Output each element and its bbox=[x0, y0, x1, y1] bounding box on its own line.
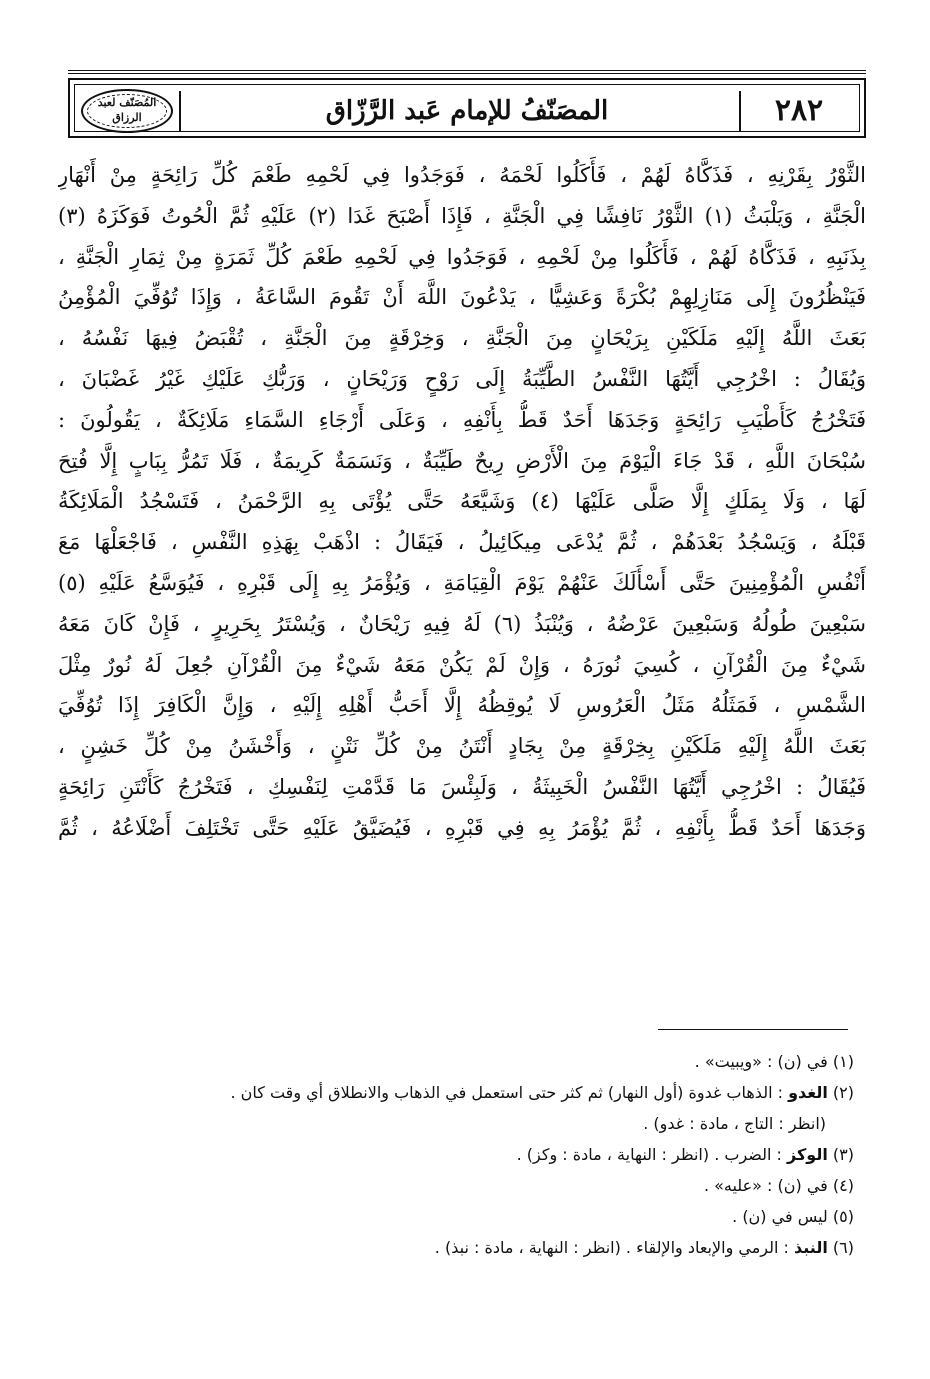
header-divider-right bbox=[739, 91, 741, 131]
book-emblem bbox=[81, 89, 173, 133]
text-line: الثَّوْرُ بِقَرْنِهِ ، فَذَكَّاهُ لَهُمْ ، فَأَكَلُوا لَحْمَهُ ، فَوَجَدُوا فِي لَحْمِهِ طَعْمَ كُلِّ رَائِحَةٍ مِنْ أَنْهَارِ bbox=[58, 163, 866, 187]
footnote-term: الوكز bbox=[787, 1145, 828, 1164]
footnote-number: (٢) bbox=[832, 1083, 854, 1102]
text-line: لَهَا ، وَلَا بِمَلَكٍ إِلَّا صَلَّى عَلَيْهَا (٤) وَشَيَّعَهُ حَتَّى يُؤْتَى بِهِ الرَّحْمَنُ ، فَتَسْجُدُ الْمَلَائِكَةُ bbox=[58, 489, 866, 514]
footnote-number: (٣) bbox=[832, 1145, 854, 1164]
emblem-text: المُصَنّف لعبد الرزاق bbox=[97, 96, 157, 124]
text-line: الشَّمْسِ ، فَمَثَلُهُ مَثَلُ الْعَرُوسِ لَا يُوقِظُهُ إِلَّا أَحَبُّ أَهْلِهِ إِلَيْهِ ، وَإِنَّ الْكَافِرَ إِذَا تُوُفِّيَ bbox=[58, 693, 866, 718]
text-line: فَيَنْظُرُونَ إِلَى مَنَازِلِهِمْ بُكْرَةً وَعَشِيًّا ، يَدْعُونَ اللَّهَ أَنْ تَقُومَ السَّاعَةُ ، وَإِذَا تُوُفِّيَ الْمُؤْمِنُ bbox=[58, 285, 866, 310]
text-line: قَبْلَهُ ، وَيَسْجُدُ بَعْدَهُمْ ، ثُمَّ يُدْعَى مِيكَائِيلُ ، فَيَقَالُ : اذْهَبْ بِهَذِهِ النَّفْسِ ، فَاجْعَلْهَا مَعَ bbox=[58, 530, 866, 555]
text-line: سَبْعِينَ طُولُهُ وَسَبْعِينَ عَرْضُهُ ، وَيُنْبَذُ (٦) لَهُ فِيهِ رَيْحَانٌ ، وَيُسْتَرُ بِحَرِيرٍ ، فَإِنْ كَانَ مَعَهُ bbox=[58, 611, 866, 636]
footnote-text: : الضرب . (انظر : النهاية ، مادة : وكز) . bbox=[516, 1145, 782, 1164]
header-frame bbox=[74, 84, 860, 132]
text-line: بَعَثَ اللَّهُ إِلَيْهِ مَلَكَيْنِ بِرَيْحَانٍ مِنَ الْجَنَّةِ ، وَخِرْقَةٍ مِنَ الْجَنَّةِ ، تُقْبَضُ فِيهَا نَفْسُهُ ، bbox=[58, 326, 866, 351]
footnote-text: في (ن) : «ويبيت» . bbox=[694, 1052, 828, 1071]
footnote-number: (١) bbox=[832, 1052, 854, 1071]
text-line: الْجَنَّةِ ، وَيَلْبَثُ (١) الثَّوْرُ نَافِشًا فِي الْجَنَّةِ ، فَإِذَا أَصْبَحَ غَدَا (٢) عَلَيْهِ ثُمَّ الْحُوتُ فَوَكَزَهُ (٣) bbox=[58, 203, 866, 228]
text-line: بِذَنَبِهِ ، فَذَكَّاهُ لَهُمْ ، فَأَكَلُوا مِنْ لَحْمِهِ ، فَوَجَدُوا فِي لَحْمِهِ طَعْمَ كُلِّ ثَمَرَةٍ مِنْ ثِمَارِ الْجَنَّةِ ، bbox=[58, 244, 866, 269]
page-number: ٢٨٢ bbox=[774, 93, 824, 128]
main-text bbox=[58, 155, 866, 849]
page-header bbox=[68, 78, 866, 138]
footnote bbox=[58, 1046, 854, 1077]
footnote bbox=[58, 1139, 854, 1170]
text-line: بَعَثَ اللَّهُ إِلَيْهِ مَلَكَيْنِ بِخِرْقَةٍ مِنْ بِجَادٍ أَنْتَنُ مِنْ كُلِّ نَتْنٍ ، وَأَخْشَنُ مِنْ كُلِّ خَشِنٍ ، bbox=[58, 734, 866, 759]
footnote-text: ليس في (ن) . bbox=[732, 1207, 828, 1226]
text-line: فَتَخْرُجُ كَأَطْيَبِ رَائِحَةٍ وَجَدَهَا أَحَدٌ قَطُّ بِأَنْفِهِ ، وَعَلَى أَرْجَاءِ السَّمَاءِ مَلَائِكَةٌ ، يَقُولُونَ : bbox=[58, 407, 866, 432]
footnote-term: النبذ bbox=[794, 1238, 828, 1257]
text-line: أَنْفُسِ الْمُؤْمِنِينَ حَتَّى أَسْأَلَكَ عَنْهُمْ يَوْمَ الْقِيَامَةِ ، وَيُؤْمَرُ بِهِ إِلَى قَبْرِهِ ، فَيُوَسَّعُ عَلَيْهِ (٥) bbox=[58, 570, 866, 595]
footnote-continuation bbox=[58, 1108, 854, 1139]
footnote bbox=[58, 1077, 854, 1108]
footnote-separator bbox=[658, 1029, 848, 1030]
footnote-number: (٦) bbox=[832, 1238, 854, 1257]
footnotes bbox=[58, 1046, 854, 1263]
footnote-number: (٥) bbox=[832, 1207, 854, 1226]
text-line: شَيْءٌ مِنَ الْقُرْآنِ ، كُسِيَ نُورَهُ ، وَإِنْ لَمْ يَكُنْ مَعَهُ شَيْءٌ مِنَ الْقُرْآنِ جُعِلَ لَهُ نُورٌ مِثْلَ bbox=[58, 652, 866, 677]
header-ornament-line bbox=[68, 70, 866, 74]
footnote-number: (٤) bbox=[832, 1176, 854, 1195]
header-divider-left bbox=[179, 91, 181, 131]
text-line: وَجَدَهَا أَحَدٌ قَطُّ بِأَنْفِهِ ، ثُمَّ يُؤْمَرُ بِهِ فِي قَبْرِهِ ، فَيُضَيَّقُ عَلَيْهِ حَتَّى تَخْتَلِفَ أَضْلَاعُهُ ، ثُمَّ bbox=[58, 815, 866, 840]
footnote-text: (انظر : التاج ، مادة : غدو) . bbox=[643, 1114, 826, 1133]
footnote-text: : الرمي والإبعاد والإلقاء . (انظر : النهاية ، مادة : نبذ) . bbox=[434, 1238, 789, 1257]
footnote bbox=[58, 1232, 854, 1263]
footnote bbox=[58, 1201, 854, 1232]
text-line: فَيُقَالُ : اخْرُجِي أَيَّتُهَا النَّفْسُ الْخَبِيثَةُ ، وَلَبِئْسَ مَا قَدَّمْتِ لِنَفْسِكِ ، فَتَخْرُجُ كَأَنْتَنِ رَائِحَةٍ bbox=[58, 774, 866, 799]
footnote-term: الغدو bbox=[788, 1083, 828, 1102]
text-line: وَيُقَالُ : اخْرُجِي أَيَّتُهَا النَّفْسُ الطَّيِّبَةُ إِلَى رَوْحٍ وَرَيْحَانٍ ، وَرَبُّكِ عَلَيْكِ غَيْرُ غَضْبَانَ ، bbox=[58, 366, 866, 391]
running-title: المصَنّفُ للإمام عَبد الرَّزّاق bbox=[325, 96, 609, 126]
footnote-text: في (ن) : «عليه» . bbox=[703, 1176, 828, 1195]
text-line: سُبْحَانَ اللَّهِ ، قَدْ جَاءَ الْيَوْمَ مِنَ الْأَرْضِ رِيحٌ طَيِّبَةٌ ، وَنَسَمَةٌ كَرِيمَةٌ ، فَلَا تَمُرُّ بِبَابٍ إِلَّا فُتِحَ bbox=[58, 448, 866, 473]
footnote-text: : الذهاب غدوة (أول النهار) ثم كثر حتى استعمل في الذهاب والانطلاق أي وقت كان . bbox=[230, 1083, 783, 1102]
footnote bbox=[58, 1170, 854, 1201]
